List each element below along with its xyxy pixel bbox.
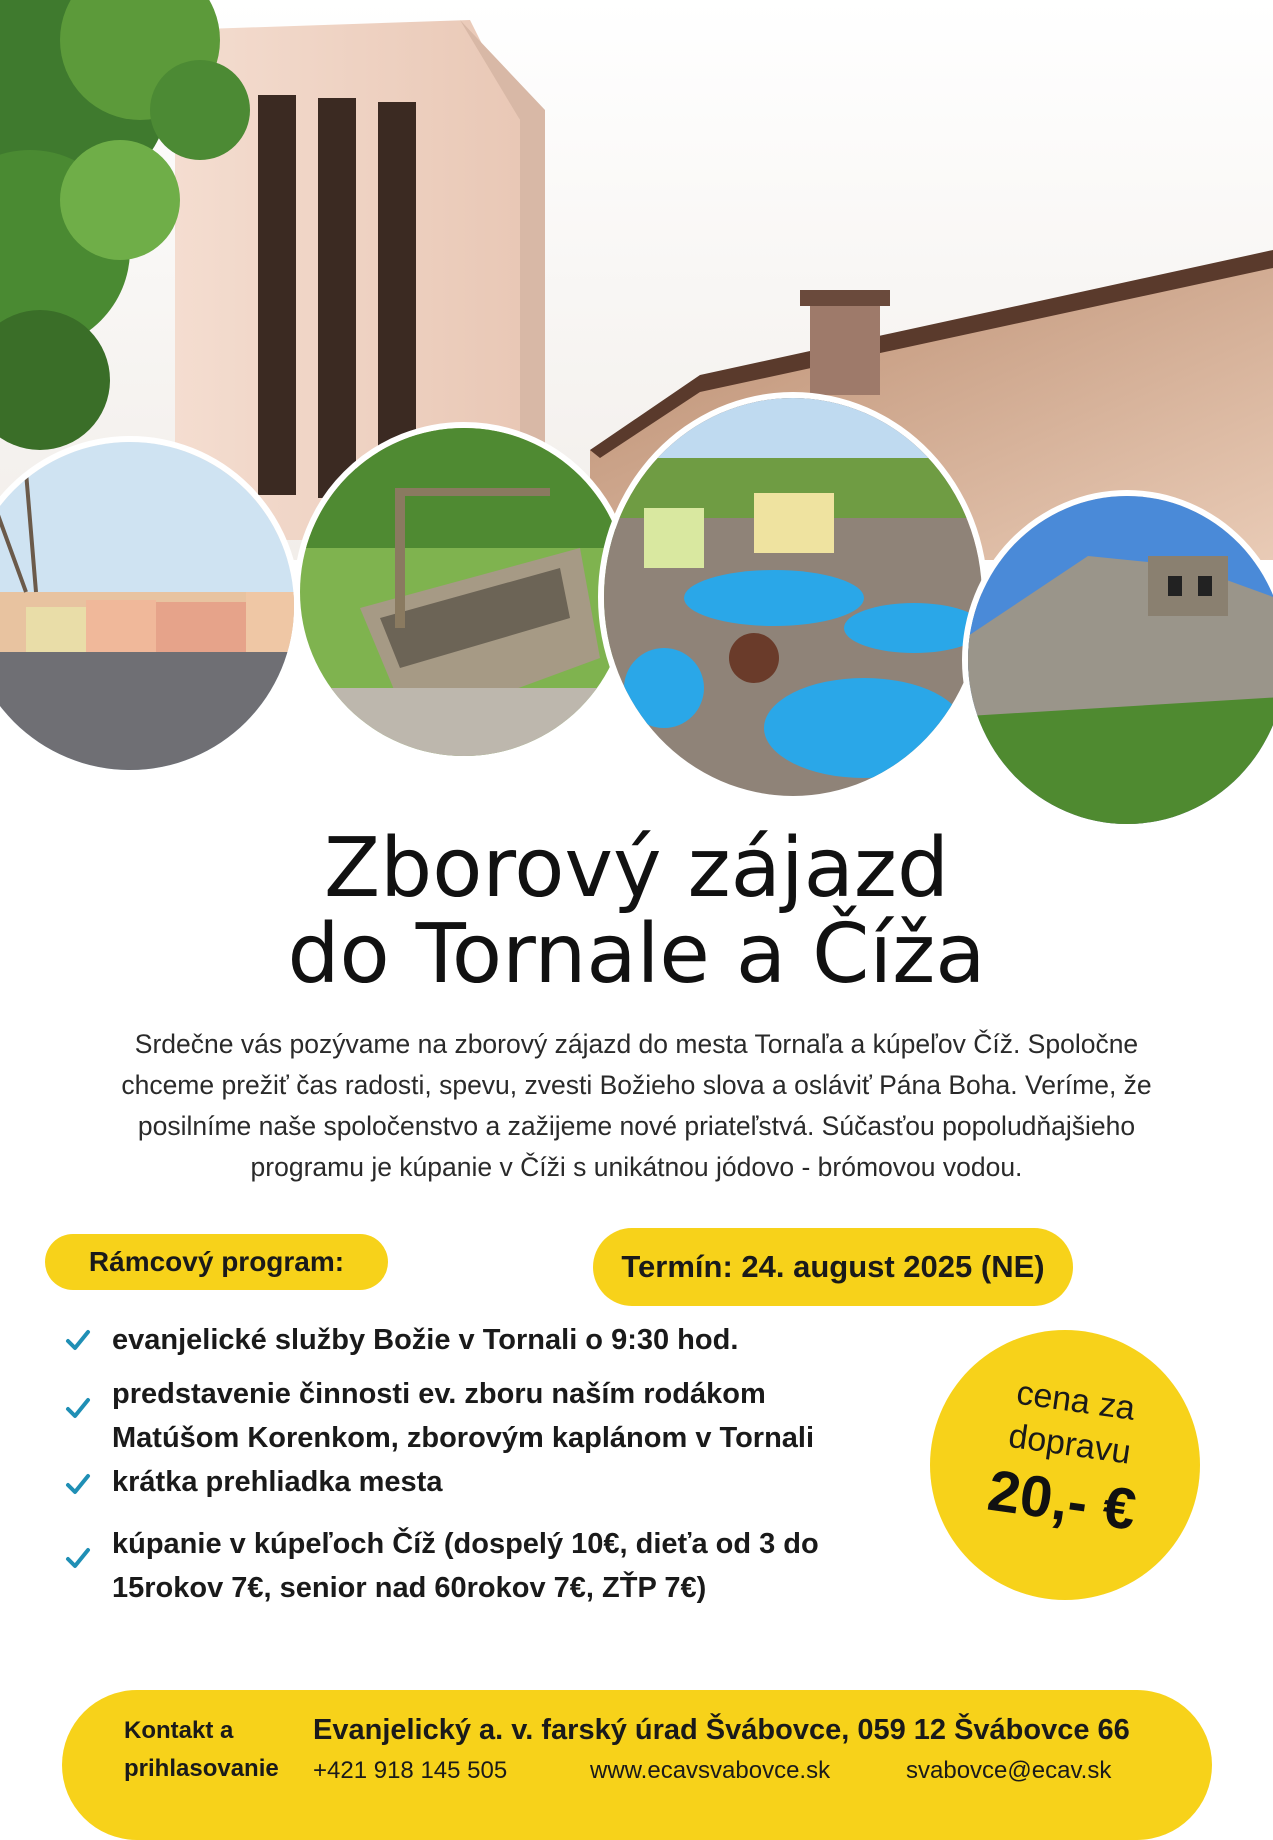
intro-line-2: chceme prežiť čas radosti, spevu, zvesti Božieho slova a osláviť Pána Boha. Veríme, že (121, 1070, 1152, 1100)
contact-label (124, 1712, 279, 1788)
contact-label-line-1: Kontakt a (124, 1717, 234, 1744)
intro-paragraph (50, 1024, 1223, 1188)
intro-line-3: posilníme naše spoločenstvo a zažijeme nové priateľstvá. Súčasťou popoludňajšieho (137, 1111, 1136, 1141)
intro-line-4: programu je kúpanie v Číži s unikátnou jódovo - brómovou vodou. (250, 1152, 1023, 1182)
list-item (62, 1522, 862, 1610)
list-item-line-1: kúpanie v kúpeľoch Číž (dospelý 10€, dieťa od 3 do (112, 1528, 819, 1560)
contact-web-link[interactable]: www.ecavsvabovce.sk (590, 1757, 831, 1784)
castle-ruin-photo (962, 490, 1273, 830)
contact-label-line-2: prihlasovanie (124, 1755, 279, 1782)
price-text (923, 1360, 1212, 1554)
list-item-line-2: 15rokov 7€, senior nad 60rokov 7€, ZŤP 7€) (112, 1572, 707, 1604)
list-item-line-1: krátka prehliadka mesta (112, 1466, 443, 1498)
program-list (62, 1318, 862, 1618)
intro-line-1: Srdečne vás pozývame na zborový zájazd do mesta Tornaľa a kúpeľov Číž. Spoločne (134, 1029, 1139, 1059)
contact-phone[interactable]: +421 918 145 505 (313, 1757, 508, 1784)
price-amount: 20,- € (983, 1457, 1140, 1543)
list-item (62, 1318, 862, 1362)
check-icon (64, 1394, 92, 1422)
list-item-line-2: Matúšom Korenkom, zborovým kaplánom v Tornali (112, 1422, 815, 1454)
price-line-2: dopravu (1006, 1416, 1134, 1472)
spa-pools-photo (598, 392, 988, 802)
title-line-1: Zborový zájazd (323, 821, 949, 916)
title-line-2: do Tornale a Číža (287, 907, 986, 1002)
date-badge (593, 1228, 1073, 1306)
date-label: Termín: 24. august 2025 (NE) (621, 1249, 1045, 1284)
price-line-1: cena za (1014, 1373, 1138, 1428)
check-icon (64, 1326, 92, 1354)
program-heading (45, 1234, 388, 1290)
page-title (0, 821, 1273, 1002)
contact-email-link[interactable]: svabovce@ecav.sk (906, 1757, 1112, 1784)
list-item (62, 1460, 862, 1504)
list-item-line-1: evanjelické služby Božie v Tornali o 9:30 hod. (112, 1324, 739, 1356)
contact-org: Evanjelický a. v. farský úrad Švábovce, 059 12 Švábovce 66 (313, 1714, 1130, 1746)
check-icon (64, 1470, 92, 1498)
contact-footer (62, 1690, 1212, 1840)
list-item (62, 1372, 862, 1460)
program-heading-label: Rámcový program: (88, 1246, 345, 1277)
list-item-line-1: predstavenie činnosti ev. zboru naším rodákom (112, 1378, 766, 1410)
price-badge (930, 1330, 1200, 1600)
stone-trough-photo (294, 422, 634, 762)
check-icon (64, 1544, 92, 1572)
